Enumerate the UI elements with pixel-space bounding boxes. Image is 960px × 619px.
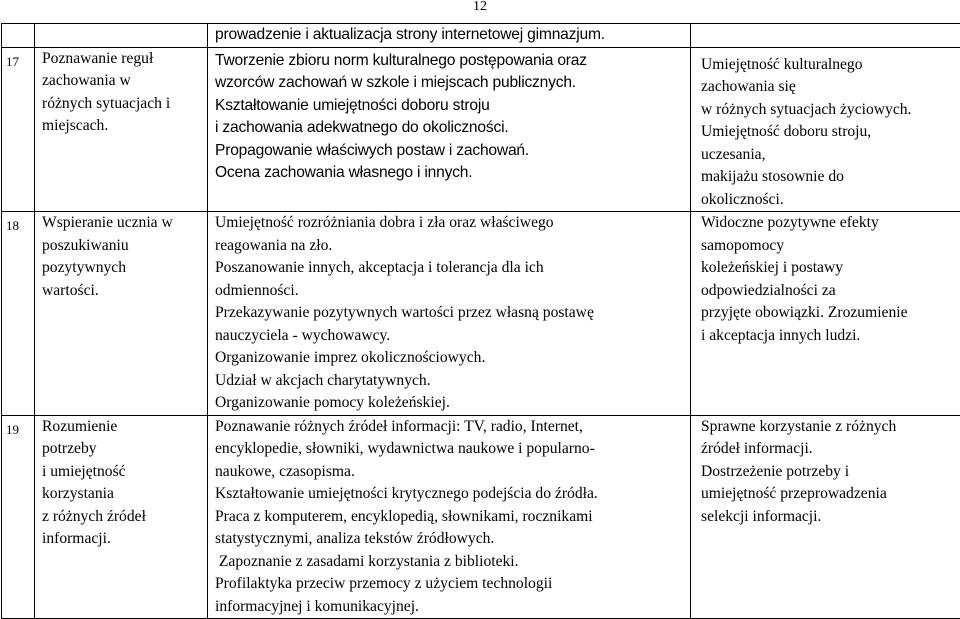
topic-line: zachowania w: [42, 70, 207, 93]
activities-cell: [208, 47, 691, 212]
effect-line: Dostrzeżenie potrzeby i: [701, 461, 960, 484]
topic-line: różnych sytuacjach i: [42, 93, 207, 116]
effect-line: okoliczności.: [701, 189, 960, 212]
topic-line: pozytywnych: [42, 257, 207, 280]
activity-line: odmienności.: [215, 280, 690, 303]
topic-cell: [35, 24, 208, 48]
activity-line: Przekazywanie pozytywnych wartości przez własną postawę: [215, 302, 690, 325]
table-row: [2, 212, 960, 416]
effect-line: Widoczne pozytywne efekty: [701, 212, 960, 235]
activity-line: informacyjnej i komunikacyjnej.: [215, 596, 690, 619]
effect-line: samopomocy: [701, 235, 960, 258]
activity-line: Ocena zachowania własnego i innych.: [215, 162, 690, 185]
activity-line: nauczyciela - wychowawcy.: [215, 325, 690, 348]
row-number: 19: [6, 419, 19, 442]
topic-cell: [35, 47, 208, 212]
activity-line: Poznawanie różnych źródeł informacji: TV, radio, Internet,: [215, 416, 690, 439]
row-number: 18: [6, 215, 19, 238]
effect-line: odpowiedzialności za: [701, 280, 960, 303]
table-row: [2, 24, 960, 48]
page-number: 12: [470, 0, 490, 14]
activity-line: prowadzenie i aktualizacja strony internetowej gimnazjum.: [215, 24, 690, 47]
activity-line: Organizowanie imprez okolicznościowych.: [215, 347, 690, 370]
topic-line: Wspieranie ucznia w: [42, 212, 207, 235]
activity-line: Tworzenie zbioru norm kulturalnego postępowania oraz: [215, 50, 690, 73]
activity-line: wzorców zachowań w szkole i miejscach publicznych.: [215, 72, 690, 95]
effect-line: w różnych sytuacjach życiowych.: [701, 99, 960, 122]
activity-line: encyklopedie, słowniki, wydawnictwa naukowe i popularno-: [215, 438, 690, 461]
topic-line: informacji.: [42, 528, 207, 551]
activity-line: naukowe, czasopisma.: [215, 461, 690, 484]
effect-line: zachowania się: [701, 76, 960, 99]
activities-cell: [208, 24, 691, 48]
effect-line: selekcji informacji.: [701, 506, 960, 529]
activity-line: Profilaktyka przeciw przemocy z użyciem technologii: [215, 573, 690, 596]
number-cell: [2, 47, 35, 212]
effect-line: źródeł informacji.: [701, 438, 960, 461]
topic-line: z różnych źródeł: [42, 506, 207, 529]
effect-line: uczesania,: [701, 144, 960, 167]
activity-line: Kształtowanie umiejętności doboru stroju: [215, 95, 690, 118]
topic-line: korzystania: [42, 483, 207, 506]
effect-line: koleżeńskiej i postawy: [701, 257, 960, 280]
topic-cell: [35, 415, 208, 619]
effect-line: i akceptacja innych ludzi.: [701, 325, 960, 348]
topic-line: wartości.: [42, 280, 207, 303]
topic-line: i umiejętność: [42, 461, 207, 484]
activity-line: Praca z komputerem, encyklopedią, słownikami, rocznikami: [215, 506, 690, 529]
effect-line: Umiejętność doboru stroju,: [701, 121, 960, 144]
effect-line: Sprawne korzystanie z różnych: [701, 416, 960, 439]
table-row: [2, 415, 960, 619]
activity-line: Kształtowanie umiejętności krytycznego podejścia do źródła.: [215, 483, 690, 506]
topic-line: Poznawanie reguł: [42, 48, 207, 71]
row-number: 17: [6, 51, 19, 74]
topic-cell: [35, 212, 208, 416]
activity-line: reagowania na zło.: [215, 235, 690, 258]
number-cell: [2, 24, 35, 48]
effects-cell: [691, 47, 960, 212]
program-table: [1, 23, 960, 619]
number-cell: [2, 415, 35, 619]
activity-line: i zachowania adekwatnego do okoliczności.: [215, 117, 690, 140]
table-row: [2, 47, 960, 212]
effect-line: przyjęte obowiązki. Zrozumienie: [701, 302, 960, 325]
topic-line: potrzeby: [42, 438, 207, 461]
activity-line: Poszanowanie innych, akceptacja i tolerancja dla ich: [215, 257, 690, 280]
activity-line: Organizowanie pomocy koleżeńskiej.: [215, 392, 690, 415]
effect-line: Umiejętność kulturalnego: [701, 54, 960, 77]
effect-line: makijażu stosownie do: [701, 166, 960, 189]
activity-line: Udział w akcjach charytatywnych.: [215, 370, 690, 393]
activities-cell: [208, 415, 691, 619]
topic-line: miejscach.: [42, 115, 207, 138]
activity-line: statystycznymi, analiza tekstów źródłowych.: [215, 528, 690, 551]
topic-line: Rozumienie: [42, 416, 207, 439]
activity-line: Zapoznanie z zasadami korzystania z biblioteki.: [215, 551, 690, 574]
number-cell: [2, 212, 35, 416]
activity-line: Propagowanie właściwych postaw i zachowań.: [215, 140, 690, 163]
effect-line: umiejętność przeprowadzenia: [701, 483, 960, 506]
effects-cell: [691, 212, 960, 416]
activities-cell: [208, 212, 691, 416]
activity-line: Umiejętność rozróżniania dobra i zła oraz właściwego: [215, 212, 690, 235]
effects-cell: [691, 415, 960, 619]
topic-line: poszukiwaniu: [42, 235, 207, 258]
effects-cell: [691, 24, 960, 48]
